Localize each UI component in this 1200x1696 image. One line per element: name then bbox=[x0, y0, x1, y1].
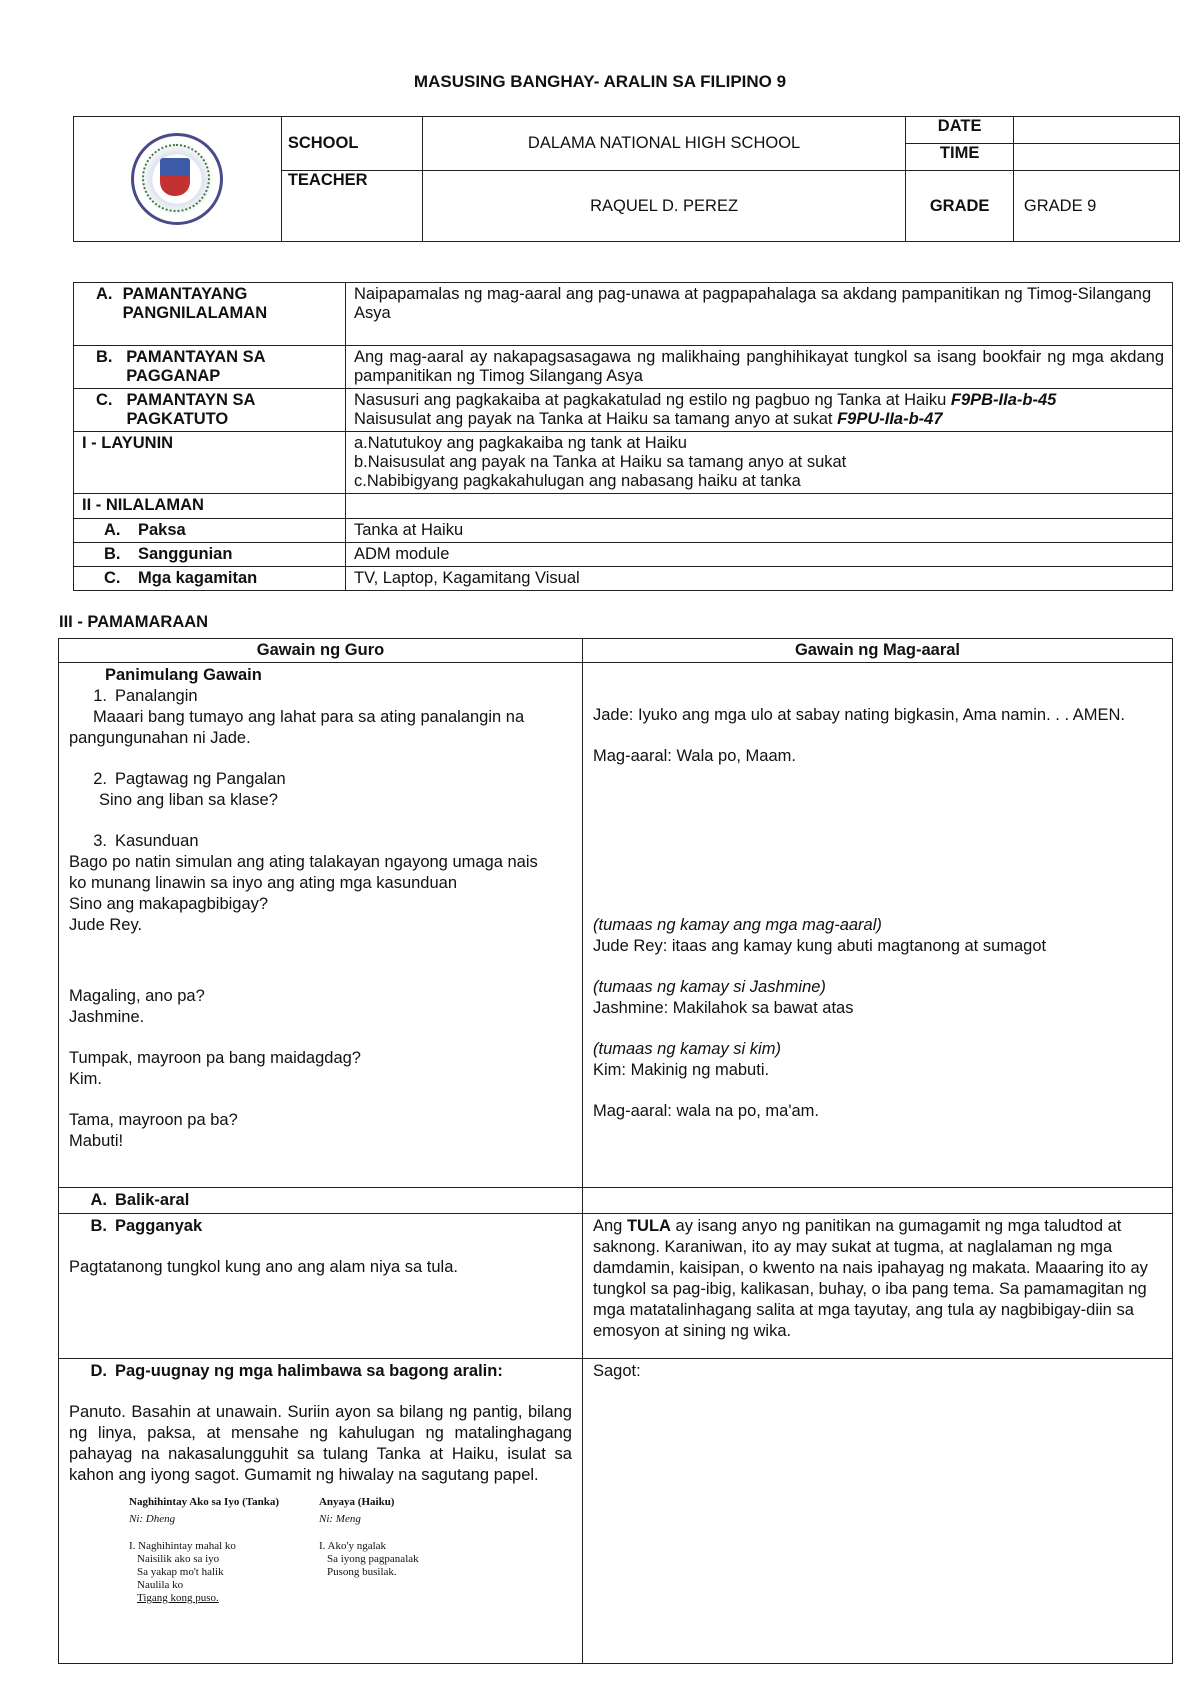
panimulang-gawain-heading: Panimulang Gawain bbox=[105, 666, 262, 684]
panimulang-gawain-guro: Panimulang Gawain 1. Panalangin Maaari bang tumayo ang lahat para sa ating panalangin na pangungunahan ni Jade. 2. Pagtawag ng Pangalan Sino ang liban sa klase? 3. Kasunduan Bago po natin simulan ang ating talakayan ngayong umaga nais ko munang linawin sa inyo ang ating mga kasunduan Sino ang makapagbibigay? Jude Rey. Magaling, ano pa? Jashmine. Tumpak, mayroon pa bang maidagdag? Kim. Tama, mayroon pa ba? Mabuti! bbox=[59, 663, 583, 1188]
deped-seal-icon bbox=[131, 133, 223, 225]
pagganyak-magaaral: Ang TULA ay isang anyo ng panitikan na gumagamit ng mga taludtod at saknong. Karaniwan, ito ay may sukat at tugma, at naglalaman ng mga damdamin, kaisipan, o kwento na nais ipahayag ng makata. Maaaring ito ay tungkol sa pag-ibig, kalikasan, buhay, o iba pang tema. Sa pamamagitan ng mga matatalinhagang salita at mga tayutay, ang tula ay nagbibigay-diin sa emosyon at sining ng wika. bbox=[583, 1214, 1173, 1359]
kagamitan-label: C. Mga kagamitan bbox=[74, 567, 346, 591]
pag-uugnay-guro: D. Pag-uugnay ng mga halimbawa sa bagong aralin: Panuto. Basahin at unawain. Suriin ayon sa bilang ng pantig, bilang ng linya, paksa, at mensahe ng kahulugan ng matalinghagang pahayag na nakasalungguhit sa tulang Tanka at Haiku, isulat sa kahon ang iyong sagot. Gumamit ng hiwalay na sagutang papel. Naghihintay Ako sa Iyo (Tanka) Ni: Dheng I. Naghihintay mahal ko Naisilik ako sa iyo Sa yakap mo't halik Naulila ko Tigang kong puso. Anyaya (Haiku) Ni: Meng I. Ako'y ngalak Sa iyong pagpanalak Pusong busilak. bbox=[59, 1359, 583, 1664]
haiku-poem: Anyaya (Haiku) Ni: Meng I. Ako'y ngalak Sa iyong pagpanalak Pusong busilak. bbox=[318, 1496, 419, 1578]
school-value: DALAMA NATIONAL HIGH SCHOOL bbox=[422, 117, 906, 171]
objectives-table bbox=[73, 282, 1173, 591]
procedure-table bbox=[58, 638, 1173, 1664]
nilalaman-label: II - NILALAMAN bbox=[74, 494, 346, 519]
time-value bbox=[1013, 144, 1179, 171]
school-logo-cell bbox=[74, 117, 282, 242]
pamantayan-pagkatuto-label: C. PAMANTAYN SA PAGKATUTO bbox=[74, 389, 346, 432]
date-label: DATE bbox=[906, 117, 1014, 144]
paksa-label: A. Paksa bbox=[74, 519, 346, 543]
grade-value: GRADE 9 bbox=[1013, 171, 1179, 242]
layunin-list bbox=[346, 432, 1173, 494]
paksa-value: Tanka at Haiku bbox=[346, 519, 1173, 543]
layunin-label: I - LAYUNIN bbox=[74, 432, 346, 494]
grade-label: GRADE bbox=[906, 171, 1014, 242]
tanka-poem: Naghihintay Ako sa Iyo (Tanka) Ni: Dheng I. Naghihintay mahal ko Naisilik ako sa iyo Sa yakap mo't halik Naulila ko Tigang kong puso. bbox=[129, 1496, 279, 1604]
nilalaman-value bbox=[346, 494, 1173, 519]
kagamitan-value: TV, Laptop, Kagamitang Visual bbox=[346, 567, 1173, 591]
pamantayan-pagganap-text: Ang mag-aaral ay nakapagsasagawa ng malikhaing panghihikayat tungkol sa isang bookfair ng mga akdang pampanitikan ng Timog Silangang Asya bbox=[346, 346, 1173, 389]
panimulang-gawain-magaaral: Jade: Iyuko ang mga ulo at sabay nating bigkasin, Ama namin. . . AMEN. Mag-aaral: Wala po, Maam. (tumaas ng kamay ang mga mag-aaral) Jude Rey: itaas ang kamay kung abuti magtanong at sumagot (tumaas ng kamay si Jashmine) Jashmine: Makilahok sa bawat atas (tumaas ng kamay si kim) Kim: Makinig ng mabuti. Mag-aaral: wala na po, ma'am. bbox=[583, 663, 1173, 1188]
competency-code: F9PU-IIa-b-47 bbox=[837, 410, 943, 428]
sanggunian-label: B. Sanggunian bbox=[74, 543, 346, 567]
date-value bbox=[1013, 117, 1179, 144]
pagganyak-guro: B. Pagganyak Pagtatanong tungkol kung ano ang alam niya sa tula. bbox=[59, 1214, 583, 1359]
balik-aral-value bbox=[583, 1188, 1173, 1214]
teacher-value: RAQUEL D. PEREZ bbox=[422, 171, 906, 242]
column-header-magaaral: Gawain ng Mag-aaral bbox=[583, 639, 1173, 663]
balik-aral-label: A. Balik-aral bbox=[59, 1188, 583, 1214]
time-label: TIME bbox=[906, 144, 1014, 171]
pamantayang-pangnilalaman-text: Naipapamalas ng mag-aaral ang pag-unawa at pagpapahalaga sa akdang pampanitikan ng Timog-Silangang Asya bbox=[346, 283, 1173, 346]
sagot-label: Sagot: bbox=[593, 1362, 641, 1380]
pamantayan-pagganap-label: B. PAMANTAYAN SA PAGGANAP bbox=[74, 346, 346, 389]
document-title: MASUSING BANGHAY- ARALIN SA FILIPINO 9 bbox=[413, 72, 787, 91]
column-header-guro: Gawain ng Guro bbox=[59, 639, 583, 663]
poem-examples bbox=[69, 1496, 572, 1605]
sanggunian-value: ADM module bbox=[346, 543, 1173, 567]
pamantayang-pangnilalaman-label: A. PAMANTAYANG PANGNILALAMAN bbox=[74, 283, 346, 346]
pamamaraan-heading: III - PAMAMARAAN bbox=[59, 613, 209, 631]
teacher-label: TEACHER bbox=[281, 171, 422, 242]
list-item: a.Natutukoy ang pagkakaiba ng tank at Haiku bbox=[354, 434, 687, 452]
list-item: b.Naisusulat ang payak na Tanka at Haiku sa tamang anyo at sukat bbox=[354, 453, 847, 471]
list-item: c.Nabibigyang pagkakahulugan ang nabasang haiku at tanka bbox=[354, 472, 801, 490]
pag-uugnay-magaaral bbox=[583, 1359, 1173, 1664]
school-label: SCHOOL bbox=[281, 117, 422, 171]
competency-code: F9PB-IIa-b-45 bbox=[950, 391, 1057, 409]
pamantayan-pagkatuto-text: Nasusuri ang pagkakaiba at pagkakatulad ng estilo ng pagbuo ng Tanka at Haiku F9PB-IIa-b-45 Naisusulat ang payak na Tanka at Haiku sa tamang anyo at sukat F9PU-IIa-b-47 bbox=[346, 389, 1173, 432]
header-table bbox=[73, 116, 1180, 242]
